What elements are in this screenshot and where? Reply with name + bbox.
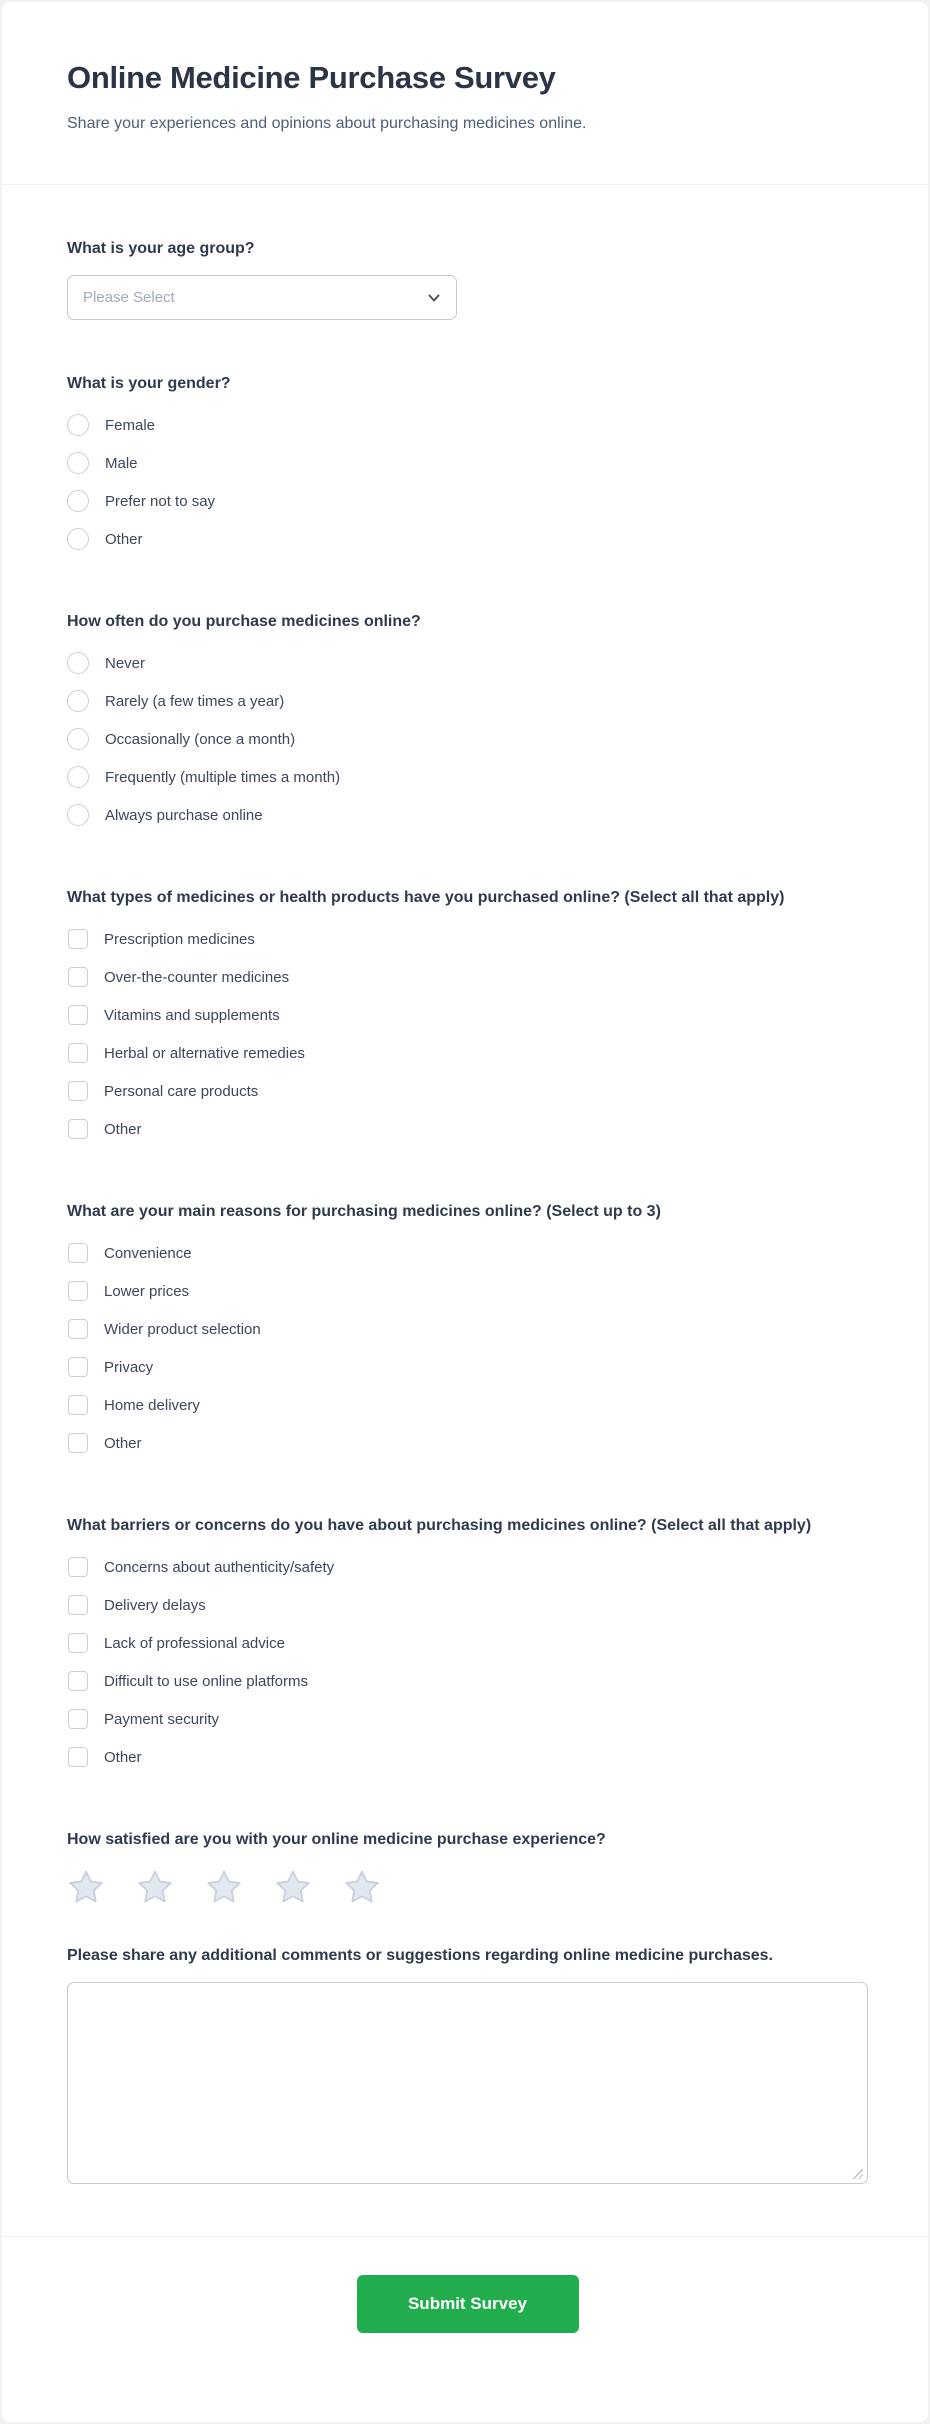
question-label: What barriers or concerns do you have about purchasing medicines online? (Select all that apply) bbox=[67, 1517, 812, 1534]
radio-button-icon[interactable] bbox=[67, 652, 89, 674]
option-label: Home delivery bbox=[104, 1396, 200, 1414]
option-label: Never bbox=[105, 654, 146, 672]
checkbox-icon[interactable] bbox=[68, 1043, 88, 1063]
radio-button-icon[interactable] bbox=[67, 528, 89, 550]
option-label: Other bbox=[104, 1120, 142, 1138]
age-group-select[interactable] bbox=[67, 275, 457, 320]
radio-option[interactable] bbox=[67, 482, 868, 520]
survey-header bbox=[2, 2, 928, 185]
checkbox-option[interactable] bbox=[67, 1234, 868, 1272]
radio-option[interactable] bbox=[67, 644, 868, 682]
radio-option[interactable] bbox=[67, 520, 868, 558]
radio-option[interactable] bbox=[67, 758, 868, 796]
option-label: Other bbox=[104, 1434, 142, 1452]
question-age-group bbox=[67, 237, 868, 320]
submit-survey-button[interactable]: Submit Survey bbox=[357, 2275, 579, 2333]
option-label: Other bbox=[104, 1748, 142, 1766]
comments-textarea[interactable] bbox=[67, 1982, 868, 2184]
radio-option[interactable] bbox=[67, 406, 868, 444]
checkbox-icon[interactable] bbox=[68, 1005, 88, 1025]
question-gender bbox=[67, 372, 868, 558]
question-label: Please share any additional comments or suggestions regarding online medicine purchases. bbox=[67, 1947, 773, 1964]
option-label: Concerns about authenticity/safety bbox=[104, 1558, 335, 1576]
checkbox-option[interactable] bbox=[67, 1386, 868, 1424]
option-label: Lack of professional advice bbox=[104, 1634, 285, 1652]
radio-option[interactable] bbox=[67, 682, 868, 720]
star-icon[interactable] bbox=[67, 1868, 105, 1906]
option-label: Rarely (a few times a year) bbox=[105, 692, 285, 710]
question-label: What is your gender? bbox=[67, 375, 231, 392]
option-label: Occasionally (once a month) bbox=[105, 730, 296, 748]
option-label: Female bbox=[105, 416, 156, 434]
star-icon[interactable] bbox=[274, 1868, 312, 1906]
radio-button-icon[interactable] bbox=[67, 804, 89, 826]
checkbox-option[interactable] bbox=[67, 958, 868, 996]
radio-option[interactable] bbox=[67, 444, 868, 482]
option-label: Lower prices bbox=[104, 1282, 190, 1300]
question-label: How satisfied are you with your online medicine purchase experience? bbox=[67, 1831, 606, 1848]
question-label: What is your age group? bbox=[67, 240, 255, 257]
checkbox-icon[interactable] bbox=[68, 1633, 88, 1653]
option-label: Herbal or alternative remedies bbox=[104, 1044, 305, 1062]
option-label: Difficult to use online platforms bbox=[104, 1672, 308, 1690]
radio-button-icon[interactable] bbox=[67, 766, 89, 788]
radio-button-icon[interactable] bbox=[67, 414, 89, 436]
gender-options bbox=[67, 406, 868, 558]
question-barriers bbox=[67, 1514, 868, 1776]
star-icon[interactable] bbox=[136, 1868, 174, 1906]
checkbox-option[interactable] bbox=[67, 1424, 868, 1462]
checkbox-option[interactable] bbox=[67, 1548, 868, 1586]
checkbox-icon[interactable] bbox=[68, 1709, 88, 1729]
radio-option[interactable] bbox=[67, 720, 868, 758]
radio-button-icon[interactable] bbox=[67, 490, 89, 512]
question-label: How often do you purchase medicines online? bbox=[67, 613, 421, 630]
option-label: Vitamins and supplements bbox=[104, 1006, 280, 1024]
option-label: Always purchase online bbox=[105, 806, 263, 824]
checkbox-icon[interactable] bbox=[68, 1081, 88, 1101]
checkbox-option[interactable] bbox=[67, 1272, 868, 1310]
checkbox-option[interactable] bbox=[67, 1700, 868, 1738]
option-label: Personal care products bbox=[104, 1082, 259, 1100]
comments-textarea-wrap bbox=[67, 1982, 868, 2184]
checkbox-icon[interactable] bbox=[68, 1671, 88, 1691]
checkbox-option[interactable] bbox=[67, 1310, 868, 1348]
checkbox-option[interactable] bbox=[67, 1110, 868, 1148]
option-label: Prescription medicines bbox=[104, 930, 255, 948]
checkbox-icon[interactable] bbox=[68, 1557, 88, 1577]
chevron-down-icon bbox=[426, 290, 442, 306]
star-icon[interactable] bbox=[205, 1868, 243, 1906]
star-icon[interactable] bbox=[343, 1868, 381, 1906]
checkbox-option[interactable] bbox=[67, 1624, 868, 1662]
question-label: What types of medicines or health products have you purchased online? (Select all that apply) bbox=[67, 889, 785, 906]
checkbox-option[interactable] bbox=[67, 1586, 868, 1624]
checkbox-option[interactable] bbox=[67, 1034, 868, 1072]
checkbox-option[interactable] bbox=[67, 1348, 868, 1386]
option-label: Wider product selection bbox=[104, 1320, 261, 1338]
question-frequency bbox=[67, 610, 868, 834]
option-label: Privacy bbox=[104, 1358, 154, 1376]
page-subtitle: Share your experiences and opinions about purchasing medicines online. bbox=[67, 115, 587, 132]
question-satisfaction bbox=[67, 1828, 868, 1906]
option-label: Male bbox=[105, 454, 138, 472]
checkbox-icon[interactable] bbox=[68, 1243, 88, 1263]
barrier-options bbox=[67, 1548, 868, 1776]
checkbox-icon[interactable] bbox=[68, 1433, 88, 1453]
option-label: Over-the-counter medicines bbox=[104, 968, 290, 986]
option-label: Payment security bbox=[104, 1710, 220, 1728]
survey-form bbox=[2, 185, 928, 2379]
reason-options bbox=[67, 1234, 868, 1462]
radio-option[interactable] bbox=[67, 796, 868, 834]
question-label: What are your main reasons for purchasing medicines online? (Select up to 3) bbox=[67, 1203, 661, 1220]
option-label: Convenience bbox=[104, 1244, 192, 1262]
option-label: Delivery delays bbox=[104, 1596, 206, 1614]
checkbox-icon[interactable] bbox=[68, 1395, 88, 1415]
option-label: Other bbox=[105, 530, 143, 548]
checkbox-option[interactable] bbox=[67, 996, 868, 1034]
option-label: Prefer not to say bbox=[105, 492, 216, 510]
checkbox-icon[interactable] bbox=[68, 1281, 88, 1301]
footer bbox=[67, 2237, 868, 2379]
checkbox-icon[interactable] bbox=[68, 1319, 88, 1339]
checkbox-icon[interactable] bbox=[68, 1747, 88, 1767]
question-reasons bbox=[67, 1200, 868, 1462]
option-label: Frequently (multiple times a month) bbox=[105, 768, 341, 786]
frequency-options bbox=[67, 644, 868, 834]
star-rating bbox=[67, 1868, 868, 1906]
checkbox-icon[interactable] bbox=[68, 1595, 88, 1615]
checkbox-icon[interactable] bbox=[68, 929, 88, 949]
radio-button-icon[interactable] bbox=[67, 690, 89, 712]
radio-button-icon[interactable] bbox=[67, 728, 89, 750]
checkbox-option[interactable] bbox=[67, 1738, 868, 1776]
checkbox-icon[interactable] bbox=[68, 967, 88, 987]
checkbox-option[interactable] bbox=[67, 1662, 868, 1700]
checkbox-option[interactable] bbox=[67, 1072, 868, 1110]
checkbox-icon[interactable] bbox=[68, 1119, 88, 1139]
select-placeholder: Please Select bbox=[83, 289, 175, 306]
survey-card bbox=[2, 2, 928, 2422]
product-type-options bbox=[67, 920, 868, 1148]
checkbox-option[interactable] bbox=[67, 920, 868, 958]
page-title: Online Medicine Purchase Survey bbox=[67, 60, 556, 95]
radio-button-icon[interactable] bbox=[67, 452, 89, 474]
question-product-types bbox=[67, 886, 868, 1148]
question-comments bbox=[67, 1944, 868, 2184]
checkbox-icon[interactable] bbox=[68, 1357, 88, 1377]
